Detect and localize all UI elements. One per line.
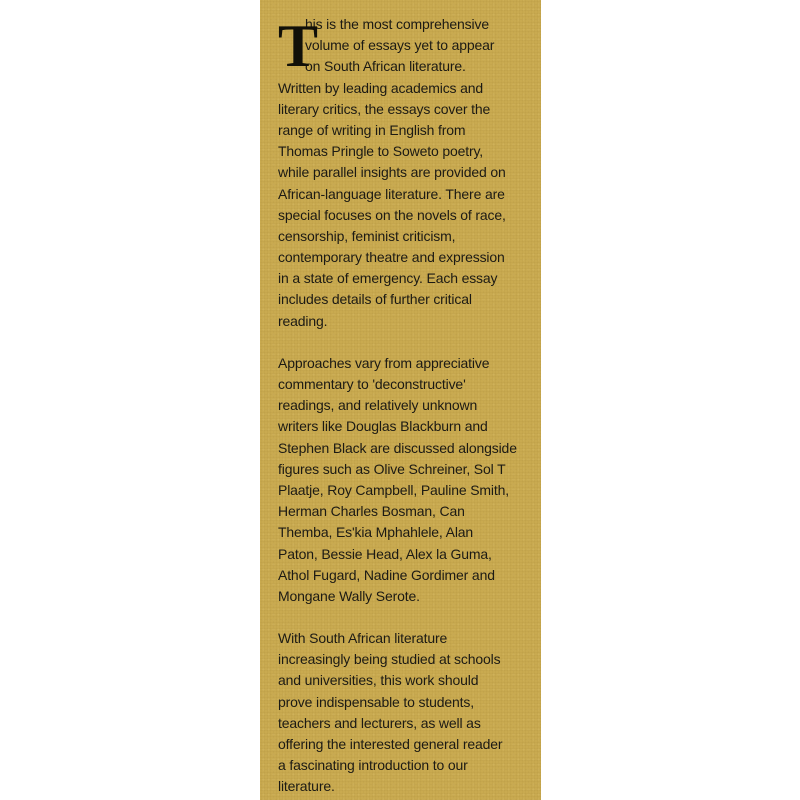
paragraph-1-line: range of writing in English from [278, 121, 466, 138]
paragraph-2-line: Paton, Bessie Head, Alex la Guma, [278, 545, 492, 562]
paragraph-1 [278, 14, 530, 332]
paragraph-2-line: commentary to 'deconstructive' [278, 376, 466, 392]
paragraph-1-line: reading. [278, 312, 328, 329]
paragraph-1-line: special focuses on the novels of race, [278, 206, 506, 223]
paragraph-1-line: Written by leading academics and [278, 79, 484, 96]
paragraph-2-line: Stephen Black are discussed alongside [278, 439, 517, 456]
paragraph-1-line: African-language literature. There are [278, 185, 505, 202]
paragraph-2-line: readings, and relatively unknown [278, 397, 478, 414]
paragraph-2-line: Athol Fugard, Nadine Gordimer and [278, 566, 495, 583]
paragraph-3 [278, 628, 530, 798]
paragraph-2-line: Plaatje, Roy Campbell, Pauline Smith, [278, 481, 510, 498]
paragraph-3-line: prove indispensable to students, [278, 693, 474, 710]
paragraph-1-line: while parallel insights are provided on [278, 164, 506, 181]
paragraph-1-line: volume of essays yet to appear [305, 37, 495, 54]
paragraph-3-line: a fascinating introduction to our [278, 757, 468, 774]
paragraph-1-line: in a state of emergency. Each essay [278, 270, 498, 287]
paragraph-1-line: on South African literature. [305, 58, 466, 75]
paragraph-3-line: offering the interested general reader [278, 736, 503, 752]
paragraph-2-line: Themba, Es'kia Mphahlele, Alan [278, 524, 474, 541]
paragraph-3-line: increasingly being studied at schools [278, 651, 501, 668]
paragraph-1-line: contemporary theatre and expression [278, 249, 505, 266]
paragraph-3-line: and universities, this work should [278, 672, 479, 689]
paragraph-2-line: figures such as Olive Schreiner, Sol T [278, 460, 506, 477]
paragraph-3-line: teachers and lecturers, as well as [278, 714, 481, 731]
paragraph-3-line: With South African literature [278, 630, 448, 647]
paragraph-2-line: writers like Douglas Blackburn and [278, 418, 488, 435]
paragraph-2-line: Approaches vary from appreciative [278, 354, 490, 371]
paragraph-1-line: censorship, feminist criticism, [278, 227, 456, 244]
drop-cap: T [278, 13, 318, 79]
paragraph-1-line: Thomas Pringle to Soweto poetry, [278, 143, 484, 160]
paragraph-2-line: Mongane Wally Serote. [278, 587, 420, 604]
paragraph-1-line: his is the most comprehensive [305, 16, 489, 32]
paragraph-3-line: literature. [278, 778, 335, 795]
paragraph-2-line: Herman Charles Bosman, Can [278, 503, 465, 520]
blurb-panel [260, 0, 541, 800]
paragraph-2 [278, 353, 530, 607]
paragraph-1-line: literary critics, the essays cover the [278, 100, 491, 117]
blurb-text [278, 14, 530, 800]
paragraph-1-line: includes details of further critical [278, 291, 472, 308]
